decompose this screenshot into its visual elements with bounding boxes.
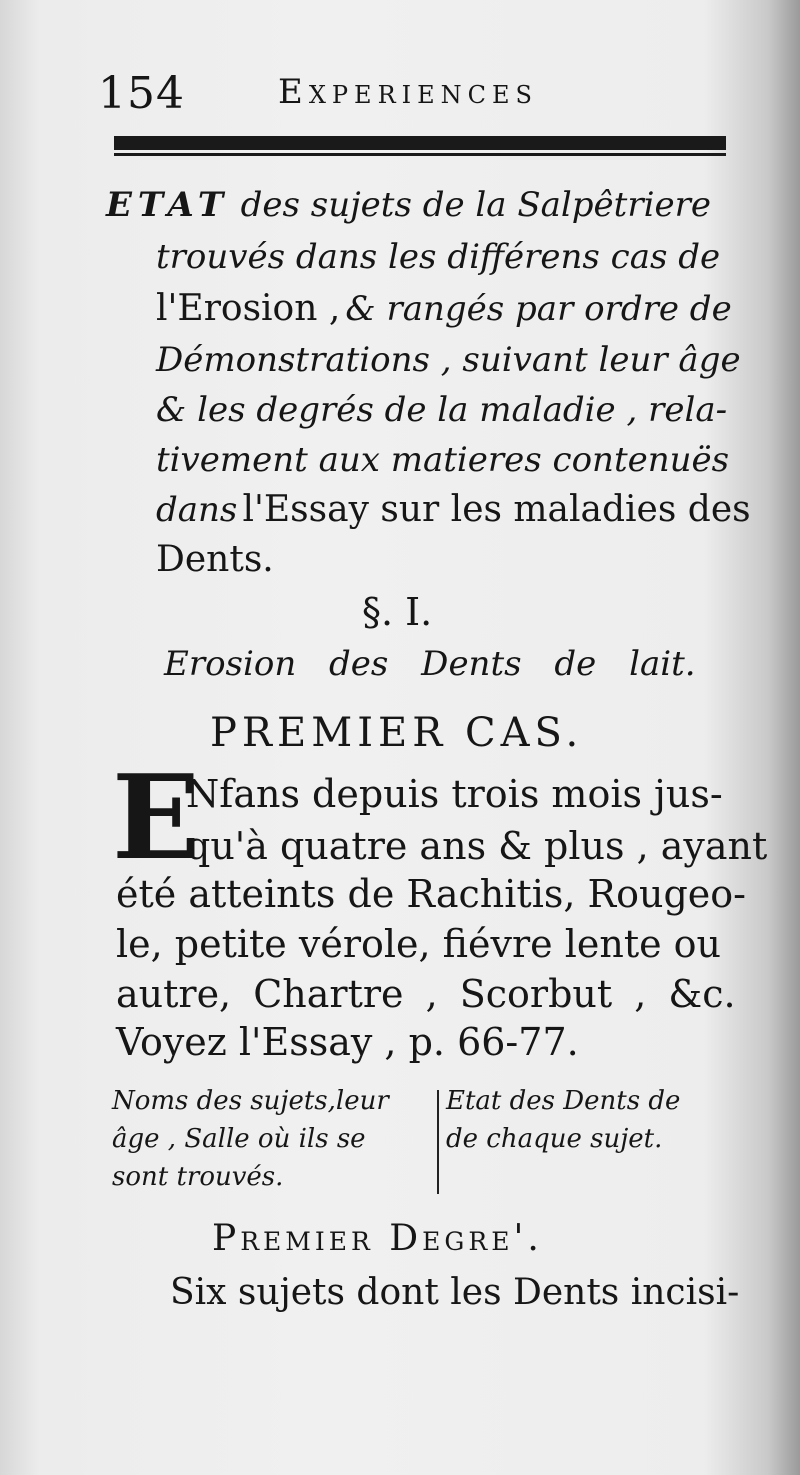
title-line-8: Dents. (156, 539, 274, 580)
last-text-line: Six sujets dont les Dents incisi- (170, 1272, 740, 1313)
title-line-7-roman: l'Essay sur les maladies des (242, 489, 751, 530)
title-lead-word: ETAT (106, 185, 230, 225)
paragraph-line: Nfans depuis trois mois jus- (186, 772, 723, 816)
header-rule-thin (114, 153, 726, 156)
left-column-line: sont trouvés. (112, 1162, 284, 1192)
right-column-line: de chaque sujet. (446, 1124, 663, 1154)
section-subtitle: Erosion des Dents de lait. (164, 644, 696, 684)
case-title: PREMIER CAS. (210, 710, 584, 756)
left-column-line: âge , Salle où ils se (112, 1124, 366, 1154)
paragraph-line: qu'à quatre ans & plus , ayant (186, 824, 768, 868)
page-number: 154 (98, 68, 185, 119)
title-line-3-italic: & rangés par ordre de (345, 289, 732, 329)
paragraph-line: le, petite vérole, fiévre lente ou (116, 922, 722, 966)
paragraph-line: autre, Chartre , Scorbut , &c. (116, 972, 736, 1016)
title-line-4: Démonstrations , suivant leur âge (156, 340, 741, 380)
title-line-7 (156, 489, 751, 530)
paragraph-line: été atteints de Rachitis, Rougeo- (116, 872, 747, 916)
title-line-1 (106, 184, 711, 225)
degree-heading: Premier Degre'. (212, 1218, 543, 1259)
running-title: Experiences (278, 72, 538, 112)
header-rule (114, 136, 726, 150)
drop-cap: E (112, 750, 201, 886)
column-divider (437, 1090, 439, 1194)
left-column-line: Noms des sujets,leur (112, 1086, 389, 1116)
title-line-7-italic: dans (156, 490, 238, 530)
title-line-6: tivement aux matieres contenuës (156, 440, 730, 480)
right-column-line: Etat des Dents de (446, 1086, 681, 1116)
title-line-3 (156, 288, 732, 329)
section-mark: §. I. (362, 590, 433, 634)
title-line-5: & les degrés de la maladie , rela- (156, 390, 728, 430)
title-line-3-roman: l'Erosion , (156, 288, 341, 329)
title-line-1-rest: des sujets de la Salpêtriere (240, 185, 711, 225)
title-line-2: trouvés dans les différens cas de (156, 237, 721, 277)
paragraph-line: Voyez l'Essay , p. 66-77. (116, 1020, 579, 1064)
